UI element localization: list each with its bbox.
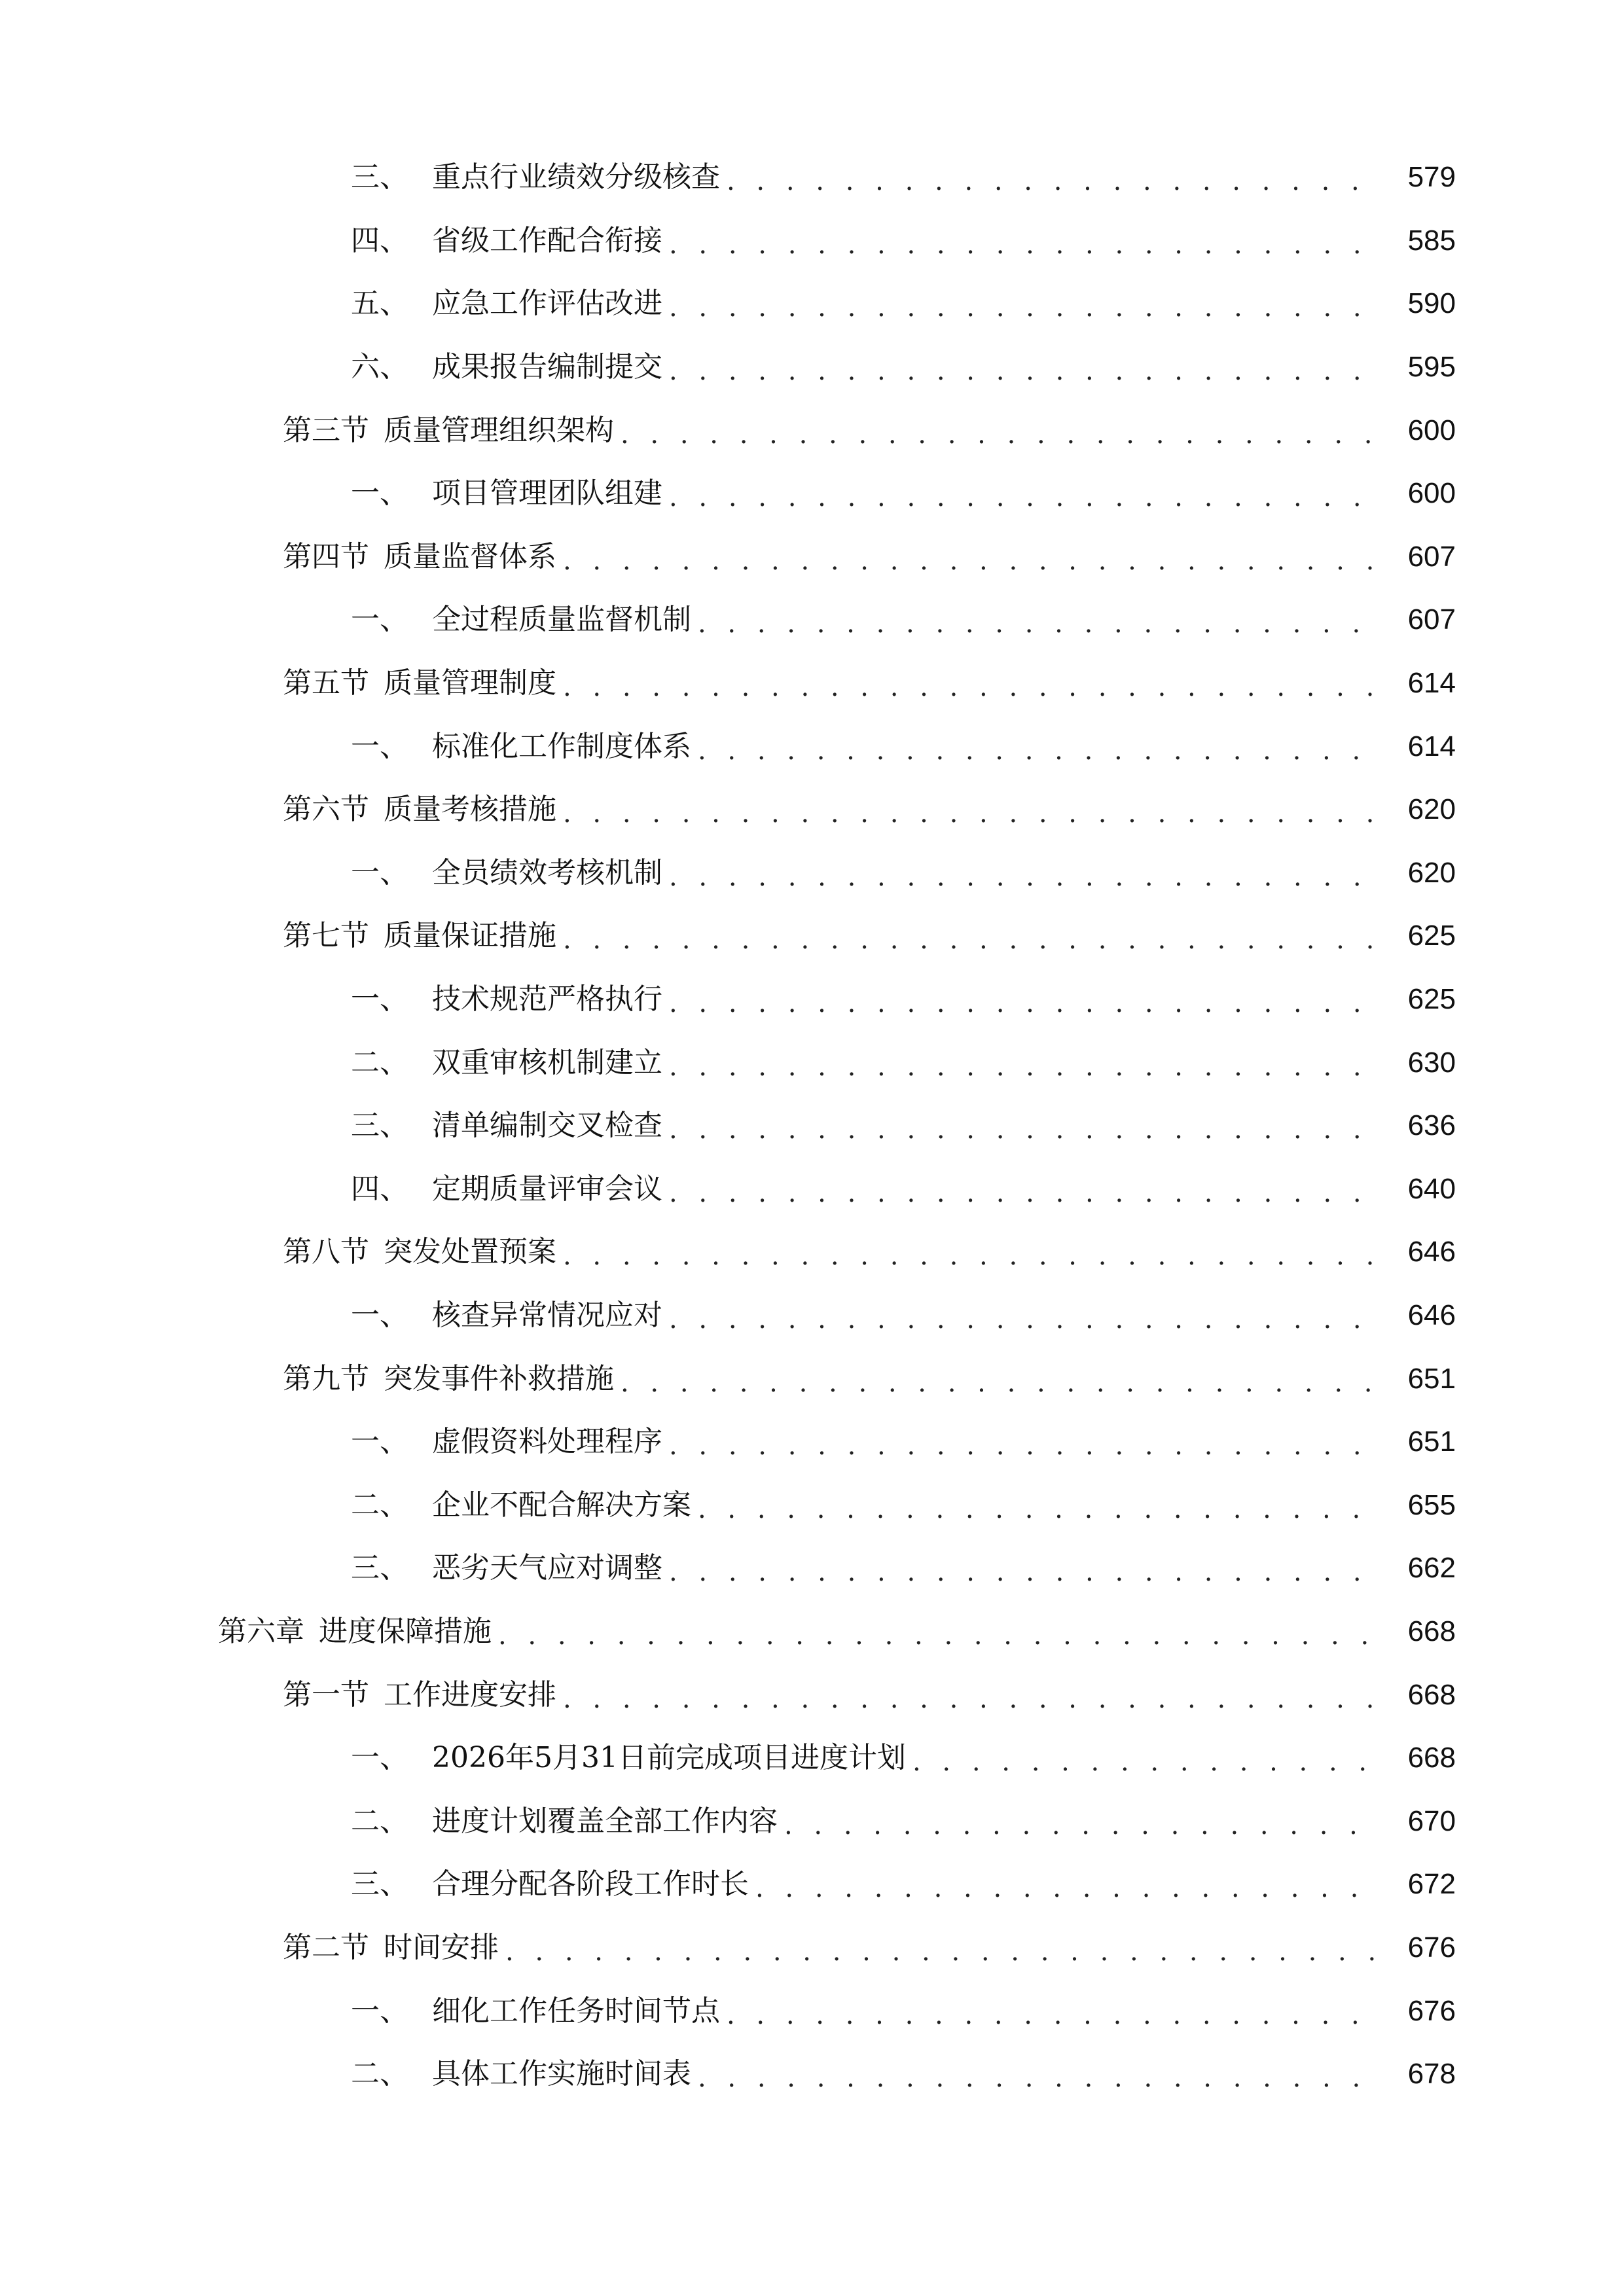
- toc-entry-page: 625: [1407, 983, 1456, 1016]
- toc-entry-title: 虚假资料处理程序: [432, 1425, 662, 1459]
- toc-entry-number: 第五节: [283, 666, 369, 700]
- toc-entry-title: 突发事件补救措施: [384, 1361, 614, 1395]
- toc-entry-title: 重点行业绩效分级核查: [432, 160, 720, 194]
- toc-entry-title: 全过程质量监督机制: [432, 603, 691, 637]
- toc-entry-title: 应急工作评估改进: [432, 287, 662, 321]
- toc-entry[interactable]: [0, 272, 1624, 336]
- toc-entry-page: 655: [1407, 1488, 1456, 1521]
- toc-entry-number: 四、: [351, 1172, 408, 1206]
- toc-entry-page: 668: [1407, 1742, 1456, 1774]
- toc-entry-page: 646: [1407, 1299, 1456, 1331]
- toc-section-entry[interactable]: [0, 399, 1624, 462]
- toc-dot-leader: [669, 1180, 1381, 1206]
- toc-entry-page: 668: [1407, 1615, 1456, 1647]
- toc-entry-page: 630: [1407, 1046, 1456, 1079]
- toc-entry[interactable]: [0, 1853, 1624, 1916]
- toc-entry-page: 600: [1407, 414, 1456, 446]
- toc-entry-page: 636: [1407, 1109, 1456, 1142]
- toc-dot-leader: [498, 1623, 1381, 1649]
- toc-section-entry[interactable]: [0, 905, 1624, 968]
- toc-dot-leader: [784, 1812, 1381, 1839]
- toc-entry-number: 三、: [351, 160, 408, 194]
- toc-entry-title: 质量考核措施: [384, 793, 556, 827]
- toc-entry-number: 第七节: [283, 919, 369, 953]
- toc-entry-page: 585: [1407, 224, 1456, 257]
- toc-dot-leader: [621, 422, 1381, 448]
- toc-entry-page: 614: [1407, 730, 1456, 762]
- toc-entry-title: 定期质量评审会议: [432, 1172, 662, 1206]
- toc-entry-title: 进度计划覆盖全部工作内容: [432, 1804, 778, 1838]
- toc-entry[interactable]: [0, 1284, 1624, 1348]
- toc-entry-page: 678: [1407, 2058, 1456, 2090]
- toc-entry-page: 668: [1407, 1678, 1456, 1711]
- toc-entry[interactable]: [0, 1979, 1624, 2043]
- toc-section-entry[interactable]: [0, 1347, 1624, 1410]
- toc-entry-title: 细化工作任务时间节点: [432, 1994, 720, 2028]
- toc-entry-number: 第九节: [283, 1361, 369, 1395]
- toc-dot-leader: [563, 927, 1381, 953]
- toc-entry[interactable]: [0, 336, 1624, 399]
- toc-entry[interactable]: [0, 209, 1624, 273]
- toc-entry-page: 579: [1407, 161, 1456, 194]
- toc-entry-title: 质量保证措施: [384, 919, 556, 953]
- toc-entry-number: 第一节: [283, 1677, 369, 1712]
- toc-entry-page: 676: [1407, 1994, 1456, 2027]
- toc-dot-leader: [669, 1054, 1381, 1080]
- toc-dot-leader: [563, 800, 1381, 827]
- toc-dot-leader: [698, 2065, 1381, 2091]
- toc-entry-number: 五、: [351, 287, 408, 321]
- toc-dot-leader: [912, 1749, 1381, 1775]
- toc-entry-title: 2026年5月31日前完成项目进度计划: [432, 1741, 906, 1775]
- toc-dot-leader: [727, 168, 1381, 194]
- toc-entry[interactable]: [0, 1789, 1624, 1853]
- toc-entry-page: 651: [1407, 1362, 1456, 1395]
- toc-entry-title: 技术规范严格执行: [432, 982, 662, 1016]
- toc-entry[interactable]: [0, 1537, 1624, 1600]
- toc-entry-page: 600: [1407, 477, 1456, 510]
- toc-entry-number: 第六节: [283, 793, 369, 827]
- toc-section-entry[interactable]: [0, 778, 1624, 842]
- toc-entry-number: 第三节: [283, 413, 369, 447]
- toc-entry-title: 质量管理组织架构: [384, 413, 614, 447]
- toc-entry-page: 607: [1407, 603, 1456, 636]
- toc-section-entry[interactable]: [0, 652, 1624, 715]
- toc-dot-leader: [669, 484, 1381, 511]
- toc-dot-leader: [563, 548, 1381, 574]
- toc-entry-number: 一、: [351, 476, 408, 511]
- toc-entry-number: 一、: [351, 1425, 408, 1459]
- toc-entry-page: 607: [1407, 540, 1456, 573]
- toc-entry-page: 620: [1407, 793, 1456, 826]
- toc-entry-number: 第四节: [283, 539, 369, 573]
- toc-entry[interactable]: [0, 1031, 1624, 1094]
- toc-entry-number: 第六章: [218, 1614, 304, 1648]
- toc-entry-page: 670: [1407, 1804, 1456, 1837]
- toc-chapter-entry[interactable]: [0, 1600, 1624, 1664]
- toc-entry-title: 时间安排: [384, 1930, 499, 1964]
- toc-entry-title: 质量监督体系: [384, 539, 556, 573]
- toc-entry[interactable]: [0, 968, 1624, 1031]
- toc-entry-number: 三、: [351, 1551, 408, 1585]
- toc-entry-title: 质量管理制度: [384, 666, 556, 700]
- toc-entry-title: 双重审核机制建立: [432, 1045, 662, 1079]
- toc-entry[interactable]: [0, 1094, 1624, 1158]
- toc-dot-leader: [669, 232, 1381, 258]
- toc-entry-page: 662: [1407, 1552, 1456, 1585]
- toc-dot-leader: [698, 611, 1381, 637]
- toc-entry-page: 651: [1407, 1426, 1456, 1458]
- toc-dot-leader: [698, 1496, 1381, 1522]
- toc-entry-title: 清单编制交叉检查: [432, 1109, 662, 1143]
- toc-entry-page: 676: [1407, 1931, 1456, 1964]
- toc-entry[interactable]: [0, 715, 1624, 778]
- toc-entry[interactable]: [0, 146, 1624, 209]
- toc-entry-page: 640: [1407, 1172, 1456, 1205]
- toc-entry-number: 二、: [351, 1045, 408, 1079]
- table-of-contents: [0, 146, 1624, 2106]
- toc-entry-title: 标准化工作制度体系: [432, 729, 691, 763]
- toc-dot-leader: [698, 738, 1381, 764]
- toc-dot-leader: [669, 1117, 1381, 1143]
- toc-entry-page: 614: [1407, 667, 1456, 700]
- toc-entry-number: 一、: [351, 1741, 408, 1775]
- toc-dot-leader: [669, 1306, 1381, 1333]
- toc-dot-leader: [563, 1243, 1381, 1269]
- toc-entry[interactable]: [0, 588, 1624, 652]
- toc-entry-title: 核查异常情况应对: [432, 1298, 662, 1332]
- toc-entry-number: 一、: [351, 982, 408, 1016]
- toc-entry-page: 646: [1407, 1236, 1456, 1268]
- toc-entry-title: 省级工作配合衔接: [432, 223, 662, 257]
- toc-entry-number: 一、: [351, 1994, 408, 2028]
- toc-entry-title: 合理分配各阶段工作时长: [432, 1867, 749, 1901]
- toc-section-entry[interactable]: [0, 1663, 1624, 1727]
- toc-entry-number: 第二节: [283, 1930, 369, 1964]
- toc-entry[interactable]: [0, 842, 1624, 905]
- toc-dot-leader: [669, 358, 1381, 384]
- toc-entry[interactable]: [0, 1410, 1624, 1474]
- toc-dot-leader: [563, 1686, 1381, 1712]
- toc-dot-leader: [755, 1875, 1381, 1901]
- toc-dot-leader: [669, 295, 1381, 321]
- toc-entry-page: 595: [1407, 351, 1456, 384]
- toc-entry-number: 一、: [351, 729, 408, 763]
- toc-section-entry[interactable]: [0, 1221, 1624, 1284]
- toc-dot-leader: [669, 1559, 1381, 1585]
- toc-entry-title: 恶劣天气应对调整: [432, 1551, 662, 1585]
- toc-dot-leader: [621, 1370, 1381, 1396]
- toc-section-entry[interactable]: [0, 1916, 1624, 1980]
- toc-entry[interactable]: [0, 2043, 1624, 2106]
- toc-entry[interactable]: [0, 1727, 1624, 1790]
- toc-entry-number: 一、: [351, 855, 408, 889]
- toc-entry-number: 二、: [351, 1488, 408, 1522]
- toc-entry-number: 二、: [351, 2057, 408, 2091]
- toc-dot-leader: [505, 1939, 1381, 1965]
- toc-entry[interactable]: [0, 1158, 1624, 1221]
- toc-entry-page: 672: [1407, 1868, 1456, 1901]
- toc-entry-page: 625: [1407, 920, 1456, 952]
- toc-entry-title: 成果报告编制提交: [432, 350, 662, 384]
- toc-dot-leader: [727, 2002, 1381, 2028]
- toc-entry-number: 四、: [351, 223, 408, 257]
- toc-dot-leader: [669, 864, 1381, 890]
- toc-dot-leader: [563, 674, 1381, 700]
- toc-entry-number: 三、: [351, 1109, 408, 1143]
- toc-entry-number: 一、: [351, 603, 408, 637]
- toc-dot-leader: [669, 1433, 1381, 1459]
- toc-entry-title: 具体工作实施时间表: [432, 2057, 691, 2091]
- toc-entry-title: 企业不配合解决方案: [432, 1488, 691, 1522]
- toc-entry-number: 二、: [351, 1804, 408, 1838]
- toc-entry-number: 一、: [351, 1298, 408, 1332]
- toc-entry-title: 突发处置预案: [384, 1235, 556, 1269]
- toc-entry-page: 590: [1407, 287, 1456, 320]
- toc-entry-title: 工作进度安排: [384, 1677, 556, 1712]
- toc-dot-leader: [669, 990, 1381, 1016]
- toc-section-entry[interactable]: [0, 526, 1624, 589]
- toc-entry-title: 全员绩效考核机制: [432, 855, 662, 889]
- toc-entry[interactable]: [0, 1473, 1624, 1537]
- toc-entry-page: 620: [1407, 856, 1456, 889]
- toc-entry-title: 项目管理团队组建: [432, 476, 662, 511]
- toc-entry-title: 进度保障措施: [319, 1614, 492, 1648]
- toc-entry-number: 第八节: [283, 1235, 369, 1269]
- toc-entry[interactable]: [0, 462, 1624, 526]
- toc-entry-number: 六、: [351, 350, 408, 384]
- toc-entry-number: 三、: [351, 1867, 408, 1901]
